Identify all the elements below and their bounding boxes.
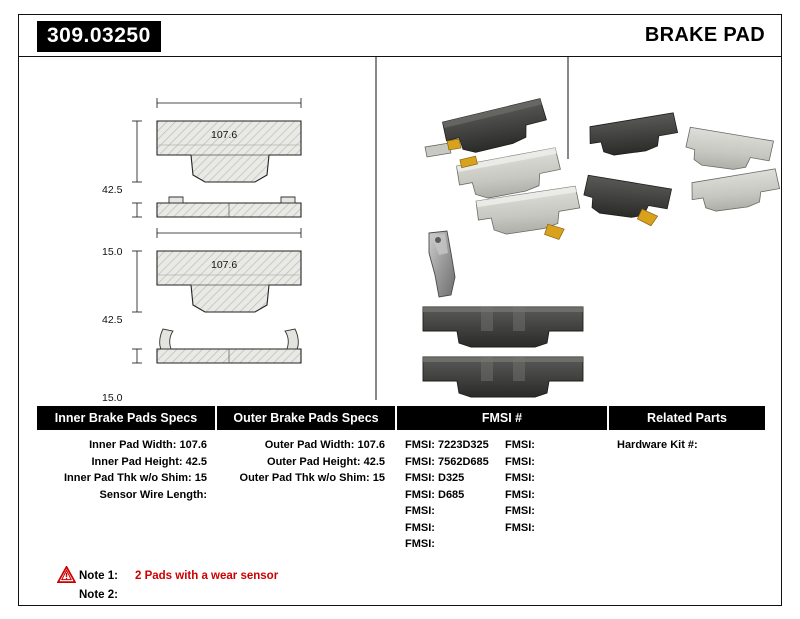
inner-pad-width: Inner Pad Width: 107.6 [89,439,207,451]
part-number: 309.03250 [37,21,161,52]
header-inner-specs: Inner Brake Pads Specs [37,406,217,430]
fmsi-right-value: FMSI: [505,505,535,517]
fmsi-left-value: FMSI: [405,521,435,534]
fmsi-right-value: FMSI: [505,472,535,484]
drawing-area [19,57,781,404]
inner-pad-height: Inner Pad Height: 42.5 [91,455,207,468]
header-outer-specs: Outer Brake Pads Specs [217,406,397,430]
related-parts-column [609,437,765,553]
fmsi-left-value: FMSI: 7223D325 [405,439,489,451]
outer-specs-column [217,437,397,553]
note-2-label: Note 2: [79,588,118,601]
note-2-row [79,585,278,604]
header-fmsi: FMSI # [397,406,609,430]
fmsi-right-value: FMSI: [505,521,535,534]
fmsi-column [397,437,609,553]
fmsi-right-value [505,536,605,553]
dimension-top-width: 107.6 [211,129,238,141]
dimension-top-height: 42.5 [102,184,123,196]
note-1-text: 2 Pads with a wear sensor [135,569,279,582]
fmsi-left-value: FMSI: 7562D685 [405,455,489,468]
fmsi-right-value: FMSI: [505,488,535,501]
spec-table-header-row [37,406,765,430]
spec-sheet [18,14,782,606]
outer-pad-width: Outer Pad Width: 107.6 [264,439,385,451]
header [19,15,781,57]
fmsi-left-value: FMSI: D325 [405,472,465,484]
inner-specs-column [37,437,217,553]
fmsi-right-value: FMSI: [505,439,535,451]
fmsi-row [405,487,609,504]
hardware-kit-number: Hardware Kit #: [617,439,698,451]
fmsi-row [405,437,609,454]
fmsi-right-value: FMSI: [505,455,535,468]
inner-pad-thickness: Inner Pad Thk w/o Shim: 15 [63,472,207,484]
fmsi-row [405,503,609,520]
fmsi-left-value: FMSI: [405,538,435,550]
spec-table-body [37,430,765,553]
note-1-row [79,566,278,585]
page-title: BRAKE PAD [644,24,765,46]
fmsi-row [405,470,609,487]
spec-table [37,406,765,553]
outer-pad-height: Outer Pad Height: 42.5 [267,455,385,468]
fmsi-left-value: FMSI: [405,505,435,517]
outer-pad-thickness: Outer Pad Thk w/o Shim: 15 [239,472,385,484]
dimension-bottom-thickness: 15.0 [102,392,123,404]
header-related-parts: Related Parts [609,406,765,430]
note-1-label: Note 1: [79,569,118,582]
dimension-bottom-width: 107.6 [211,259,238,271]
technical-drawings [19,57,783,400]
dimension-bottom-height: 42.5 [102,314,123,326]
fmsi-row [405,520,609,537]
dimension-top-thickness: 15.0 [102,246,123,258]
fmsi-row [405,536,609,553]
fmsi-left-value: FMSI: D685 [405,488,465,501]
sensor-wire-length: Sensor Wire Length: [99,488,207,501]
fmsi-row [405,454,609,471]
notes-section [79,566,278,604]
warning-icon [57,566,76,583]
